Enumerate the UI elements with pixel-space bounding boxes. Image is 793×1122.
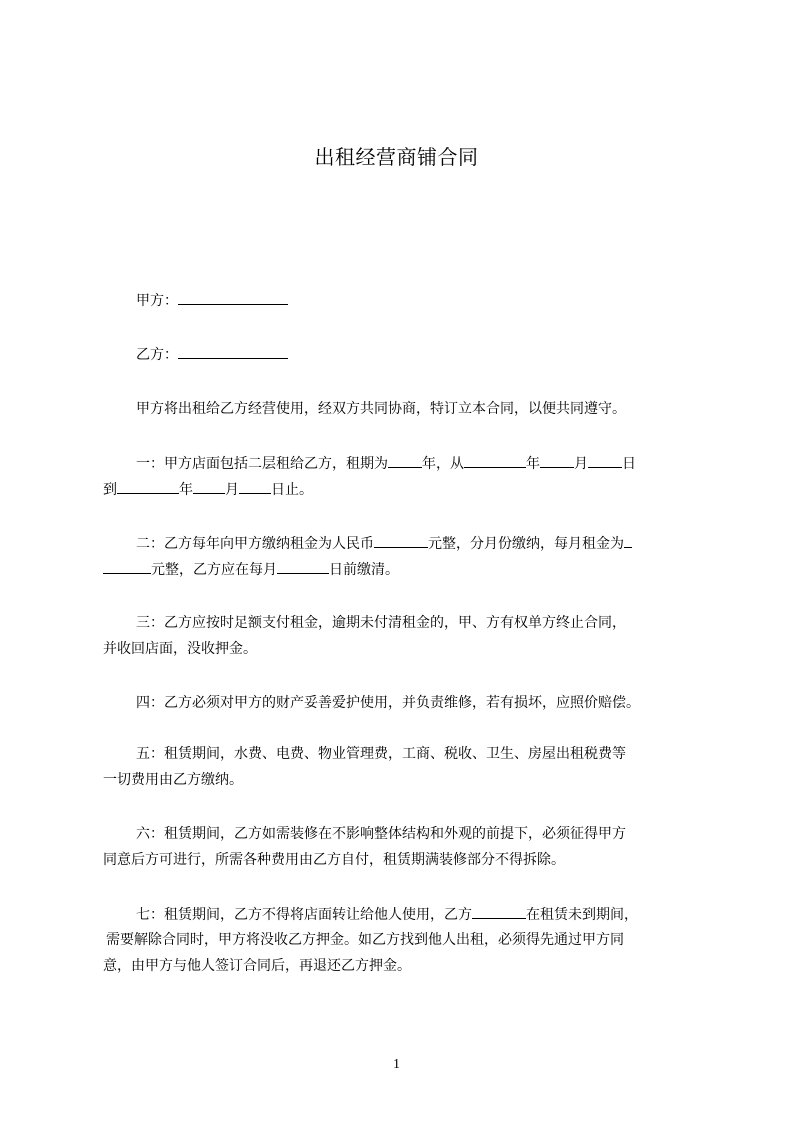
end-year-blank bbox=[117, 479, 179, 494]
clause-7-line-3: 意，由甲方与他人签订合同后，再退还乙方押金。 bbox=[103, 958, 411, 974]
clause-2-text: 元整，乙方应在每月 bbox=[151, 562, 277, 578]
monthly-rent-blank-start bbox=[624, 533, 632, 548]
clause-6-line-1: 六：租赁期间，乙方如需装修在不影响整体结构和外观的前提下，必须征得甲方 bbox=[136, 826, 626, 842]
clause-2-text: 二：乙方每年向甲方缴纳租金为人民币 bbox=[136, 536, 374, 552]
party-a-label: 甲方： bbox=[136, 293, 178, 309]
annual-rent-blank bbox=[374, 533, 428, 548]
clause-2-text: 日前缴清。 bbox=[329, 562, 399, 578]
clause-4-line-1: 四：乙方必须对甲方的财产妥善爱护使用，并负责维修，若有损坏，应照价赔偿。 bbox=[136, 695, 640, 711]
clause-2-line-2 bbox=[103, 559, 703, 580]
end-day-blank bbox=[239, 479, 271, 494]
clause-7-line-2: 需要解除合同时，甲方将没收乙方押金。如乙方找到他人出租，必须得先通过甲方同 bbox=[106, 932, 624, 948]
clause-1-text: 年 bbox=[526, 456, 540, 472]
party-b-line bbox=[136, 344, 736, 365]
start-month-blank bbox=[540, 453, 574, 468]
clause-1-text: 日止。 bbox=[271, 482, 313, 498]
clause-1-text: 年，从 bbox=[422, 456, 464, 472]
clause-1-text: 月 bbox=[225, 482, 239, 498]
party-b-label: 乙方： bbox=[136, 347, 178, 363]
start-day-blank bbox=[588, 453, 622, 468]
clause-1-line-1 bbox=[136, 453, 736, 474]
clause-1-text: 到 bbox=[103, 482, 117, 498]
payment-day-blank bbox=[277, 559, 329, 574]
intro-paragraph: 甲方将出租给乙方经营使用，经双方共同协商，特订立本合同，以便共同遵守。 bbox=[136, 401, 626, 417]
clause-1-line-2 bbox=[103, 479, 703, 500]
party-b-name-blank bbox=[472, 904, 526, 919]
clause-5-line-1: 五：租赁期间，水费、电费、物业管理费，工商、税收、卫生、房屋出租税费等 bbox=[136, 746, 626, 762]
party-a-line bbox=[136, 290, 736, 311]
clause-5-line-2: 一切费用由乙方缴纳。 bbox=[103, 772, 243, 788]
clause-2-text: 元整，分月份缴纳，每月租金为 bbox=[428, 536, 624, 552]
lease-years-blank bbox=[388, 453, 422, 468]
party-a-blank bbox=[178, 290, 288, 305]
end-month-blank bbox=[193, 479, 225, 494]
clause-1-text: 年 bbox=[179, 482, 193, 498]
clause-1-text: 月 bbox=[574, 456, 588, 472]
clause-7-text: 七：租赁期间，乙方不得将店面转让给他人使用，乙方 bbox=[136, 907, 472, 923]
clause-6-line-2: 同意后方可进行，所需各种费用由乙方自付，租赁期满装修部分不得拆除。 bbox=[103, 852, 565, 868]
start-year-blank bbox=[464, 453, 526, 468]
clause-7-line-1 bbox=[136, 904, 736, 925]
clause-1-text: 一：甲方店面包括二层租给乙方，租期为 bbox=[136, 456, 388, 472]
clause-2-line-1 bbox=[136, 533, 736, 554]
clause-3-line-2: 并收回店面，没收押金。 bbox=[103, 641, 257, 657]
party-b-blank bbox=[178, 344, 288, 359]
clause-1-text: 日 bbox=[622, 456, 636, 472]
page-number: 1 bbox=[393, 1057, 400, 1072]
clause-3-line-1: 三：乙方应按时足额支付租金，逾期未付清租金的，甲、方有权单方终止合同， bbox=[136, 615, 626, 631]
monthly-rent-blank bbox=[103, 559, 151, 574]
clause-7-text: 在租赁未到期间， bbox=[526, 907, 638, 923]
document-title: 出租经营商铺合同 bbox=[314, 145, 479, 169]
